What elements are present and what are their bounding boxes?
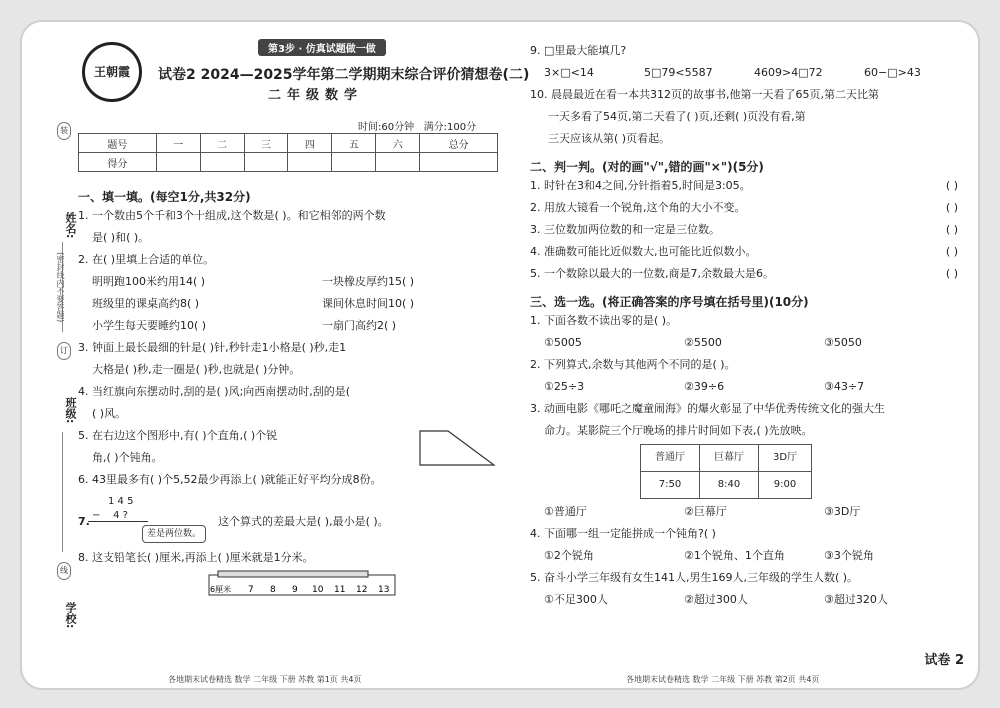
schedule-row xyxy=(641,472,812,499)
unit-item: 明明跑100米约用14( ) xyxy=(92,275,206,288)
unit-item: 小学生每天要睡约10( ) xyxy=(92,319,207,332)
question-text: 命力。某影院三个厅晚场的排片时间如下表,( )先放映。 xyxy=(544,424,813,437)
binding-mark-3: 线 xyxy=(57,562,71,580)
section-1 xyxy=(78,188,508,601)
question-text: 3. 钟面上最长最细的针是( )针,秒针走1小格是( )秒,走1 xyxy=(78,341,347,354)
step-banner: 第3步 · 仿真试题做一做 xyxy=(258,39,386,56)
unit-item: 一块橡皮厚约15( ) xyxy=(322,275,415,288)
choice-options xyxy=(530,376,958,398)
question-text: 大格是( )秒,走一圈是( )秒,也就是( )分钟。 xyxy=(92,363,301,376)
judge-item-1 xyxy=(530,175,958,197)
answer-paren[interactable]: ( ) xyxy=(945,179,958,192)
score-table-row xyxy=(79,153,498,172)
question-text: 1. 下面各数不读出零的是( )。 xyxy=(530,314,678,327)
choice-options xyxy=(530,589,958,611)
section-2-title: 二、判一判。(对的画"√",错的画"×")(5分) xyxy=(530,160,764,174)
question-text: 2. 在( )里填上合适的单位。 xyxy=(78,253,215,266)
time-limit: 时间:60分钟 xyxy=(358,122,415,133)
schedule-cell: 7:50 xyxy=(641,472,700,499)
choice-option: ③超过320人 xyxy=(824,593,888,606)
question-7: 1 4 5 − 4 ? 7. 这个算式的差最大是( ),最小是( )。 差是两位数。 xyxy=(78,491,508,547)
exam-meta xyxy=(358,118,476,133)
ruler xyxy=(208,569,398,597)
trapezoid-figure xyxy=(418,429,498,469)
question-text: 5. 奋斗小学三年级有女生141人,男生169人,三年级的学生人数( )。 xyxy=(530,571,859,584)
class-label: 班级: xyxy=(64,397,77,424)
score-input-cell[interactable] xyxy=(288,153,332,172)
question-text: 4. 当红旗向东摆动时,刮的是( )风;向西南摆动时,刮的是( xyxy=(78,385,351,398)
answer-paren[interactable]: ( ) xyxy=(945,223,958,236)
section-1-title: 一、填一填。(每空1分,共32分) xyxy=(78,190,251,204)
question-text: ( )风。 xyxy=(92,407,127,420)
judge-item-2 xyxy=(530,197,958,219)
question-text: 5. 在右边这个图形中,有( )个直角,( )个锐 xyxy=(78,429,278,442)
ruler-num: 12 xyxy=(356,585,368,595)
choice-option: ①2个锐角 xyxy=(544,549,594,562)
question-10 xyxy=(530,84,958,150)
question-text: 这个算式的差最大是( ),最小是( )。 xyxy=(218,515,389,528)
question-text: 角,( )个钝角。 xyxy=(92,451,163,464)
q9-items xyxy=(530,62,958,84)
paper-badge: 试卷 2 xyxy=(924,653,964,668)
choice-option: ②1个锐角、1个直角 xyxy=(684,549,785,562)
judge-text: 1. 时针在3和4之间,分针指着5,时间是3:05。 xyxy=(530,179,751,192)
score-table-header-row xyxy=(79,134,498,153)
logo: 王朝霞 xyxy=(82,42,142,102)
q9-item: 5□79<5587 xyxy=(644,66,713,79)
q7-number: 7. xyxy=(78,515,90,528)
choice-option: ①不足300人 xyxy=(544,593,608,606)
schedule-table xyxy=(640,444,812,499)
question-text: 三天应该从第( )页看起。 xyxy=(548,132,671,145)
unit-item: 课间休息时间10( ) xyxy=(322,297,415,310)
q9-item: 3×□<14 xyxy=(544,66,594,79)
question-5 xyxy=(78,425,508,469)
question-text: 是( )和( )。 xyxy=(92,231,150,244)
binding-mark-1: 装 xyxy=(57,122,71,140)
schedule-cell: 普通厅 xyxy=(641,445,700,472)
judge-text: 2. 用放大镜看一个锐角,这个角的大小不变。 xyxy=(530,201,746,214)
ruler-num: 7 xyxy=(248,585,254,595)
score-input-cell[interactable] xyxy=(156,153,200,172)
question-text: 3. 动画电影《哪吒之魔童闹海》的爆火彰显了中华优秀传统文化的强大生 xyxy=(530,402,885,415)
paper-title: 试卷2 2024—2025学年第二学期期末综合评价猜想卷(二) xyxy=(158,67,530,83)
q9-item: 4609>4□72 xyxy=(754,66,823,79)
question-text: 一天多看了54页,第二天看了( )页,还剩( )页没有看,第 xyxy=(548,110,806,123)
binding-notice: (密封线内不要答题) xyxy=(56,252,65,323)
answer-paren[interactable]: ( ) xyxy=(945,245,958,258)
score-cell: 二 xyxy=(200,134,244,153)
score-table xyxy=(78,133,498,172)
score-input-cell[interactable] xyxy=(244,153,288,172)
score-cell: 总分 xyxy=(420,134,498,153)
name-label: 姓名: xyxy=(64,212,77,239)
unit-item: 一扇门高约2( ) xyxy=(322,319,397,332)
question-1 xyxy=(78,205,508,249)
score-cell: 三 xyxy=(244,134,288,153)
q7-subtrahend: 4 ? xyxy=(113,510,128,521)
score-input-cell[interactable] xyxy=(376,153,420,172)
judge-item-3 xyxy=(530,219,958,241)
question-4 xyxy=(78,381,508,425)
score-input-cell[interactable] xyxy=(200,153,244,172)
choice-1 xyxy=(530,310,958,354)
score-input-cell[interactable] xyxy=(420,153,498,172)
ruler-num: 13 xyxy=(378,585,390,595)
score-cell: 六 xyxy=(376,134,420,153)
question-8: 8. 这支铅笔长( )厘米,再添上( )厘米就是1分米。 xyxy=(78,551,314,564)
page-footer-left: 各地期末试卷精选 数学 二年级 下册 苏教 第1页 共4页 xyxy=(168,675,362,684)
answer-paren[interactable]: ( ) xyxy=(945,201,958,214)
choice-option: ①5005 xyxy=(544,336,582,349)
ruler-label: 6厘米 xyxy=(210,585,232,594)
schedule-cell: 8:40 xyxy=(700,472,759,499)
question-3 xyxy=(78,337,508,381)
question-text: 10. 晨晨最近在看一本共312页的故事书,他第一天看了65页,第二天比第 xyxy=(530,88,879,101)
exam-sheet xyxy=(22,22,978,688)
choice-options xyxy=(530,332,958,354)
score-cell: 五 xyxy=(332,134,376,153)
choice-option: ③3D厅 xyxy=(824,505,861,518)
judge-text: 3. 三位数加两位数的和一定是三位数。 xyxy=(530,223,720,236)
q7-hint-bubble: 差是两位数。 xyxy=(142,525,206,543)
choice-option: ②巨幕厅 xyxy=(684,505,727,518)
ruler-num: 11 xyxy=(334,585,346,595)
ruler-num: 8 xyxy=(270,585,276,595)
q9-item: 60−□>43 xyxy=(864,66,921,79)
choice-option: ③43÷7 xyxy=(824,380,865,393)
schedule-cell: 3D厅 xyxy=(759,445,812,472)
section-3-title: 三、选一选。(将正确答案的序号填在括号里)(10分) xyxy=(530,295,809,309)
schedule-header-row xyxy=(641,445,812,472)
choice-option: ①25÷3 xyxy=(544,380,585,393)
binding-line xyxy=(62,432,63,552)
score-cell: 一 xyxy=(156,134,200,153)
score-input-cell[interactable] xyxy=(332,153,376,172)
binding-mark-2: 订 xyxy=(57,342,71,360)
question-text: 9. □里最大能填几? xyxy=(530,44,627,57)
choice-option: ③3个锐角 xyxy=(824,549,874,562)
choice-option: ①普通厅 xyxy=(544,505,587,518)
page-footer-right: 各地期末试卷精选 数学 二年级 下册 苏教 第2页 共4页 xyxy=(626,675,820,684)
ruler-num: 10 xyxy=(312,585,324,595)
choice-3 xyxy=(530,398,958,523)
schedule-cell: 巨幕厅 xyxy=(700,445,759,472)
judge-text: 4. 准确数可能比近似数大,也可能比近似数小。 xyxy=(530,245,757,258)
choice-options xyxy=(530,501,958,523)
question-6: 6. 43里最多有( )个5,52最少再添上( )就能正好平均分成8份。 xyxy=(78,473,382,486)
binding-margin xyxy=(52,126,78,692)
answer-paren[interactable]: ( ) xyxy=(945,267,958,280)
paper-header xyxy=(78,36,530,111)
judge-item-5 xyxy=(530,263,958,285)
choice-2 xyxy=(530,354,958,398)
question-2 xyxy=(78,249,508,337)
score-row-label: 得分 xyxy=(79,153,157,172)
full-score: 满分:100分 xyxy=(423,122,477,133)
unit-item: 班级里的课桌高约8( ) xyxy=(92,297,200,310)
choice-option: ②5500 xyxy=(684,336,722,349)
paper-subtitle: 二年级数学 xyxy=(268,88,364,103)
choice-option: ②超过300人 xyxy=(684,593,748,606)
judge-item-4 xyxy=(530,241,958,263)
score-cell: 题号 xyxy=(79,134,157,153)
q7-minuend: 1 4 5 xyxy=(108,496,134,507)
question-text: 4. 下面哪一组一定能拼成一个钝角?( ) xyxy=(530,527,716,540)
score-cell: 四 xyxy=(288,134,332,153)
choice-option: ②39÷6 xyxy=(684,380,725,393)
ruler-num: 9 xyxy=(292,585,298,595)
question-9 xyxy=(530,40,958,84)
question-text: 1. 一个数由5个千和3个十组成,这个数是( )。和它相邻的两个数 xyxy=(78,209,386,222)
choice-option: ③5050 xyxy=(824,336,862,349)
judge-text: 5. 一个数除以最大的一位数,商是7,余数最大是6。 xyxy=(530,267,774,280)
choice-options xyxy=(530,545,958,567)
pencil xyxy=(218,571,368,577)
choice-5 xyxy=(530,567,958,611)
question-text: 2. 下列算式,余数与其他两个不同的是( )。 xyxy=(530,358,736,371)
school-label: 学校: xyxy=(64,602,77,629)
q7-line xyxy=(88,521,148,522)
choice-4 xyxy=(530,523,958,567)
schedule-cell: 9:00 xyxy=(759,472,812,499)
unit-items xyxy=(78,271,508,337)
